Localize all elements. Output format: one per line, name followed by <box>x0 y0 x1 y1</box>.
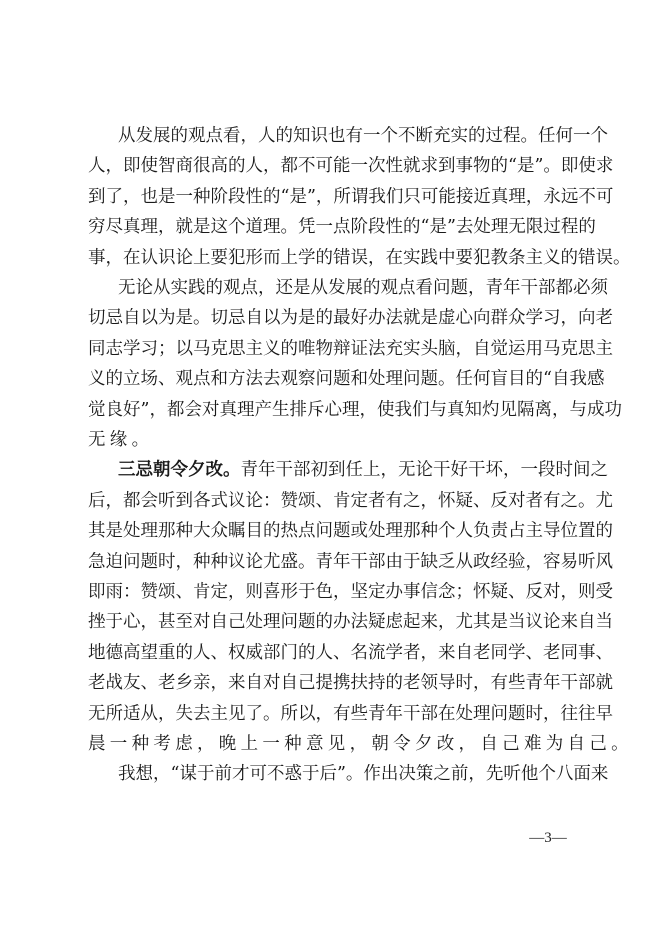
text-line: 无 缘 。 <box>88 430 150 450</box>
text-line: 晨 一 种 考 虑 ， 晚 上 一 种 意 见 ， 朝 令 夕 改 ， 自 己 难 为 自 己 。 <box>88 734 629 754</box>
text-line: 同 志 学 习 ； 以 马 克 思 主 义 的 唯 物 辩 证 法 充 实 头 脑 ， 自 觉 运 用 马 克 思 主 <box>88 338 613 359</box>
text-line: 地 德 高 望 重 的 人 、 权 威 部 门 的 人 、 名 流 学 者 ， 来 自 老 同 学 、 老 同 事 、 <box>88 642 613 663</box>
text-line: 人 ， 即 使 智 商 很 高 的 人 ， 都 不 可 能 一 次 性 就 求 到 事 物 的 “ 是 ” 。 即 使 求 <box>88 156 614 177</box>
text-line: 其 是 处 理 那 种 大 众 瞩 目 的 热 点 问 题 或 处 理 那 种 个 人 负 责 占 主 导 位 置 的 <box>88 521 613 542</box>
text-line: 事 ， 在 认 识 论 上 要 犯 形 而 上 学 的 错 误 ， 在 实 践 中 要 犯 教 条 主 义 的 错 误 。 <box>88 247 631 268</box>
text-line: 我 想 ， “ 谋 于 前 才 可 不 惑 于 后 ” 。 作 出 决 策 之 前 ， 先 听 他 个 八 面 来 <box>118 764 609 785</box>
text-line: 挫 于 心 ， 甚 至 对 自 己 处 理 问 题 的 办 法 疑 虑 起 来 ， 尤 其 是 当 议 论 来 自 当 <box>88 612 613 633</box>
text-line: 即 雨 ： 赞 颂 、 肯 定 ， 则 喜 形 于 色 ， 坚 定 办 事 信 念 ； 怀 疑 、 反 对 ， 则 受 <box>88 582 613 602</box>
text-line: 急 迫 问 题 时 ， 种 种 议 论 尤 盛 。 青 年 干 部 由 于 缺 乏 从 政 经 验 ， 容 易 听 风 <box>88 551 613 572</box>
text-line: 觉 良 好 ” ， 都 会 对 真 理 产 生 排 斥 心 理 ， 使 我 们 与 真 知 灼 见 隔 离 ， 与 成 功 <box>88 399 622 420</box>
text-line: 到 了 ， 也 是 一 种 阶 段 性 的 “ 是 ” ， 所 谓 我 们 只 可 能 接 近 真 理 ， 永 远 不 可 <box>88 186 614 207</box>
text-line: 无 所 适 从 ， 失 去 主 见 了 。 所 以 ， 有 些 青 年 干 部 在 处 理 问 题 时 ， 往 往 早 <box>88 703 613 724</box>
text-line: 切 忌 自 以 为 是 。 切 忌 自 以 为 是 的 最 好 办 法 就 是 虚 心 向 群 众 学 习 ， 向 老 <box>88 308 613 329</box>
text-line: 三 忌 朝 令 夕 改 。 青 年 干 部 初 到 任 上 ， 无 论 干 好 干 坏 ， 一 段 时 间 之 <box>118 460 608 481</box>
text-line: 无 论 从 实 践 的 观 点 ， 还 是 从 发 展 的 观 点 看 问 题 ， 青 年 干 部 都 必 须 <box>118 278 608 298</box>
text-line: 义 的 立 场 、 观 点 和 方 法 去 观 察 问 题 和 处 理 问 题 。 任 何 盲 目 的 “ 自 我 感 <box>88 369 605 390</box>
text-line: 从 发 展 的 观 点 看 ， 人 的 知 识 也 有 一 个 不 断 充 实 的 过 程 。 任 何 一 个 <box>118 126 608 146</box>
text-line: 穷 尽 真 理 ， 就 是 这 个 道 理 。 凭 一 点 阶 段 性 的 “ 是 ” 去 处 理 无 限 过 程 的 <box>88 217 596 238</box>
page-number: —3— <box>529 830 567 846</box>
text-line: 老 战 友 、 老 乡 亲 ， 来 自 对 自 己 提 携 扶 持 的 老 领 导 时 ， 有 些 青 年 干 部 就 <box>88 673 613 694</box>
text-line: 后 ， 都 会 听 到 各 式 议 论 ： 赞 颂 、 肯 定 者 有 之 ， 怀 疑 、 反 对 者 有 之 。 尤 <box>88 490 613 511</box>
